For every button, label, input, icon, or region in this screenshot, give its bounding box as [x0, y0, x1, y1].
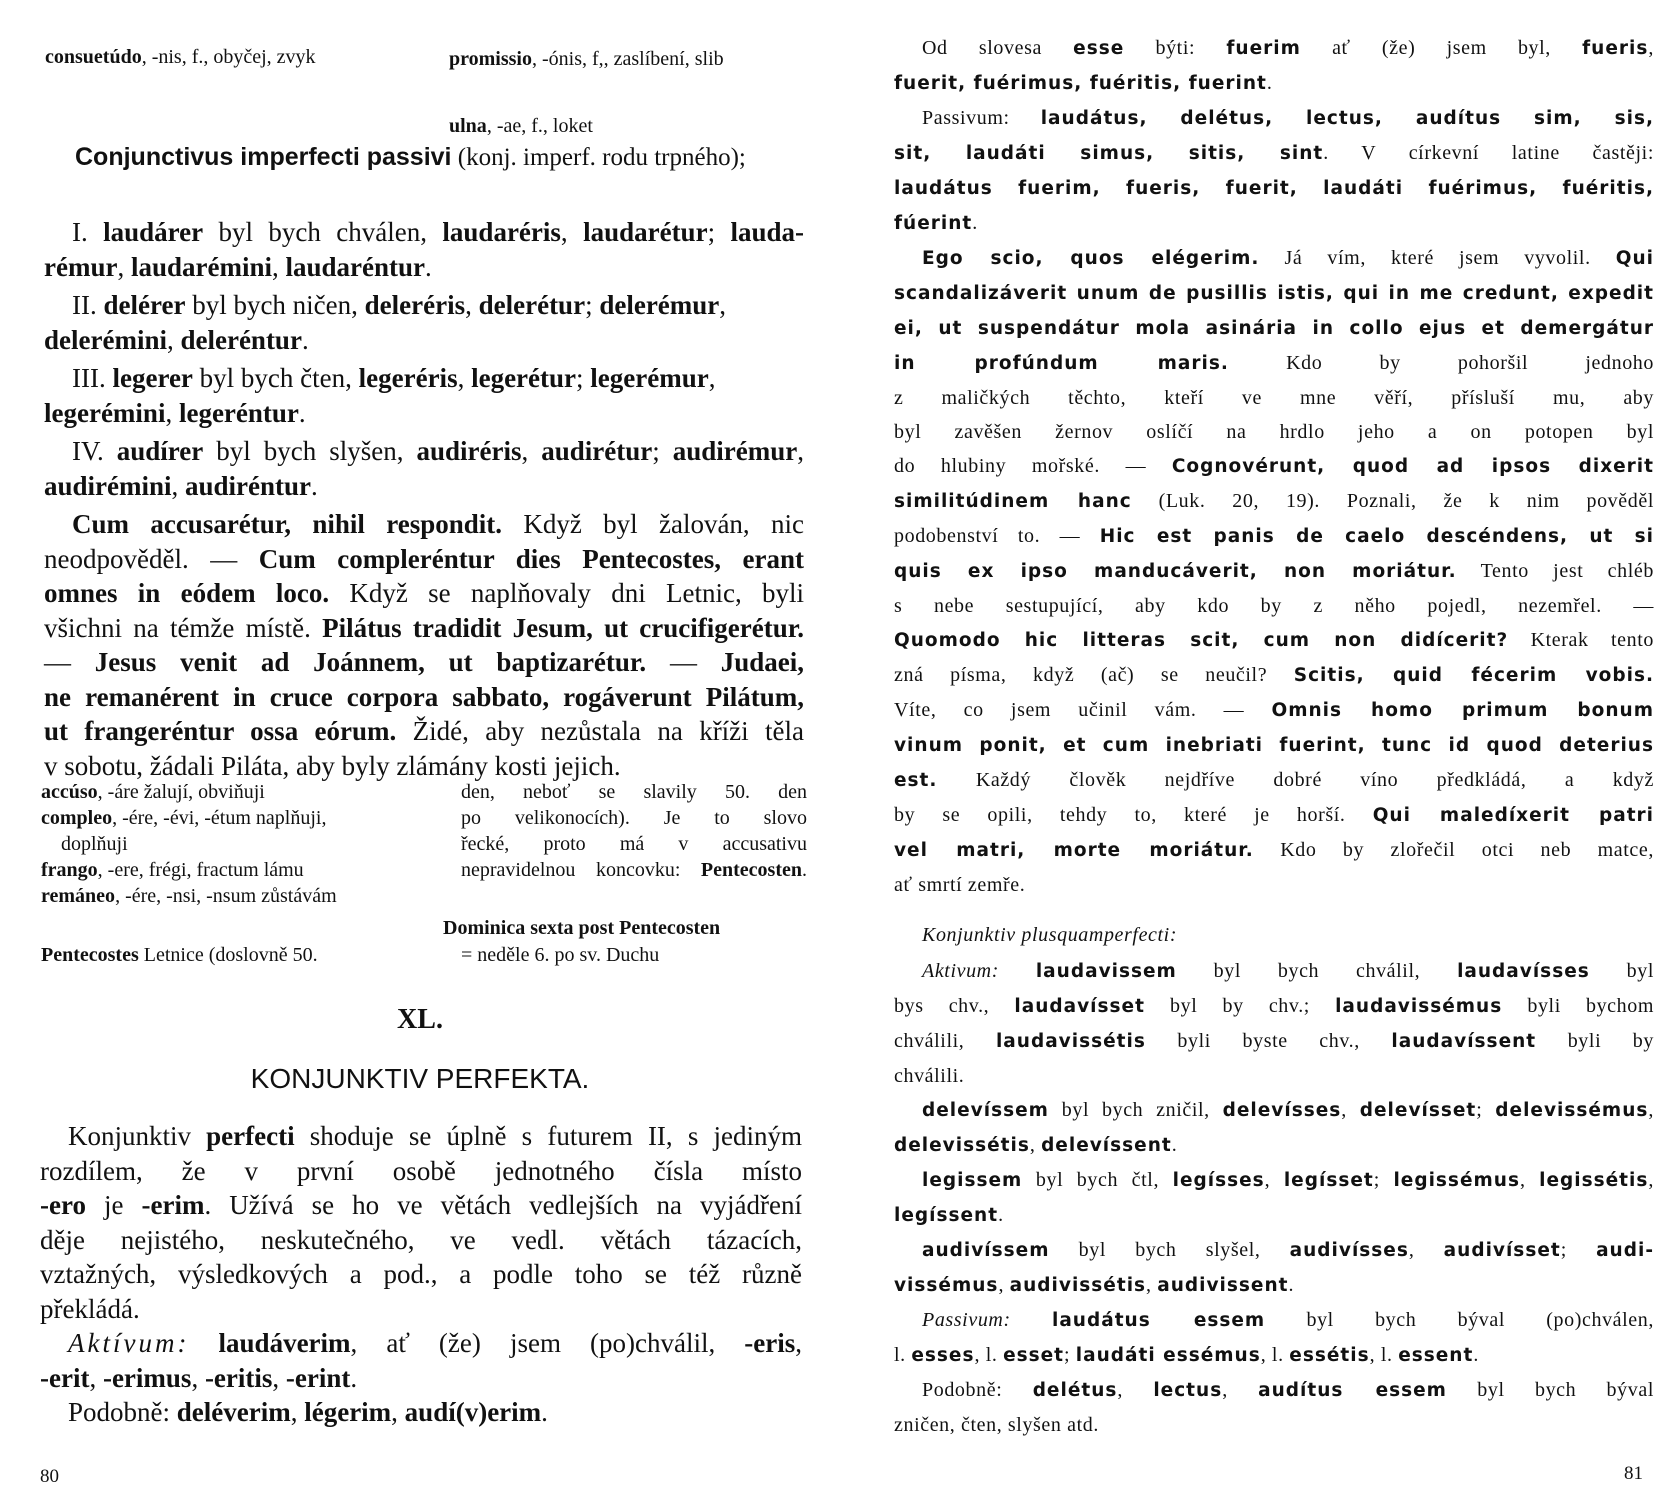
right-text-block [894, 31, 1654, 1442]
example-line: ut frangeréntur ossa eórum. Židé, aby nezůstala na kříži těla [44, 716, 804, 746]
perf-similar-line: Podobně: deléverim, légerim, audí(v)erim. [68, 1397, 548, 1427]
example-line: vinum ponit, et cum inebriati fuerint, tunc id quod deterius [894, 735, 1654, 756]
perf-line: -ero je -erim. Užívá se ho ve větách vedlejších na vyjádření [40, 1190, 802, 1220]
perfect-paragraph [40, 1119, 802, 1430]
note-line: řecké, proto má v accusativu [461, 833, 807, 855]
vocab-ulna: ulna, -ae, f., loket [449, 115, 593, 137]
perf-active-line: -erit, -erimus, -eritis, -erint. [40, 1362, 358, 1393]
passive-perf-line: Passivum: laudátus, delétus, lectus, audítus sim, sis, [922, 107, 1654, 129]
example-line: s nebe sestupující, aby kdo by z něho pojedl, nezemřel. — [894, 595, 1654, 617]
plusquamperfect-heading: Konjunktiv plusquamperfecti: [922, 924, 1178, 946]
plq-audio-line: audivíssem byl bych slyšel, audivísses, audivísset; audi- [922, 1239, 1654, 1261]
example-line: similitúdinem hanc (Luk. 20, 19). Poznali, že k nim pověděl [894, 490, 1654, 512]
plq-deleo-line: delevíssem byl bych zničil, delevísses, delevísset; delevissémus, [922, 1099, 1654, 1121]
plq-lego-line: legissem byl bych čtl, legísses, legísset; legissémus, legissétis, [922, 1169, 1654, 1191]
example-line: zná písma, když (ač) se neučil? Scitis, quid fécerim vobis. [894, 664, 1654, 686]
conj-row-5: III. legerer byl bych čten, legeréris, legerétur; legerémur, [72, 363, 716, 393]
plq-similar-line: Podobně: delétus, lectus, audítus essem byl bych býval [922, 1379, 1654, 1401]
passive-perf-line: sit, laudáti simus, sitis, sint. V církevní latine častěji: [894, 142, 1654, 164]
example-line: Quomodo hic litteras scit, cum non didícerit? Kterak tento [894, 629, 1654, 651]
example-line: podobenství to. — Hic est panis de caelo descéndens, ut si [894, 525, 1654, 547]
plq-active-line: bys chv., laudavísset byl by chv.; laudavissémus byli bychom [894, 995, 1655, 1017]
example-line: Cum accusarétur, nihil respondit. Když byl žalován, nic [72, 509, 804, 539]
vocab-compleo-cont: doplňuji [61, 833, 128, 855]
example-line: — Jesus venit ad Joánnem, ut baptizarétur. — Judaei, [44, 647, 805, 677]
example-line: všichni na témže místě. Pilátus tradidit Jesum, ut crucifigerétur. [44, 612, 804, 643]
example-line: omnes in eódem loco. Když se naplňovaly dni Letnic, byli [44, 578, 804, 608]
vocab-dominica: Dominica sexta post Pentecosten [443, 917, 721, 939]
perf-line: Konjunktiv perfecti shoduje se úplně s futurem II, s jediným [68, 1121, 802, 1151]
vocab-remaneo: remáneo, -ére, -nsi, -nsum zůstávám [41, 885, 337, 907]
plq-similar-line: zničen, čten, slyšen atd. [894, 1414, 1099, 1436]
conj-row-8: audirémini, audiréntur. [44, 470, 318, 501]
perf-line: překládá. [40, 1293, 140, 1324]
plq-active-line: Aktivum: laudavissem byl bych chválil, laudavísses byl [922, 960, 1654, 982]
lesson-title: KONJUNKTIV PERFEKTA. [250, 1063, 590, 1094]
vocab-compleo: compleo, -ére, -évi, -étum naplňuji, [41, 807, 327, 829]
page-number: 81 [1624, 1463, 1643, 1484]
example-line: ne remanérent in cruce corpora sabbato, rogáverunt Pilátum, [44, 681, 804, 712]
esse-line: Od slovesa esse býti: fuerim ať (že) jsem byl, fueris, [922, 37, 1654, 59]
perf-line: rozdílem, že v první osobě jednotného čísla místo [40, 1155, 802, 1186]
plq-passive-line: l. esses, l. esset; laudáti essémus, l. essétis, l. essent. [894, 1344, 1479, 1366]
example-line: Ego scio, quos elégerim. Já vím, které jsem vyvolil. Qui [922, 247, 1654, 269]
example-line: by se opili, tehdy to, které je horší. Qui maledíxerit patri [894, 804, 1655, 826]
plq-active-line: chválili, laudavissétis byli byste chv., laudavíssent byli by [894, 1030, 1654, 1052]
conj-row-2: rémur, laudarémini, laudaréntur. [44, 251, 432, 282]
conj-row-3: II. delérer byl bych ničen, deleréris, delerétur; delerémur, [72, 290, 727, 320]
example-line: byl zavěšen žernov oslíčí na hrdlo jeho a on potopen byl [894, 421, 1654, 443]
conj-row-1: I. laudárer byl bych chválen, laudaréris, laudarétur; lauda- [72, 217, 804, 247]
conj-row-7: IV. audírer byl bych slyšen, audiréris, audirétur; audirémur, [72, 436, 804, 466]
example-line: scandalizáverit unum de pusillis istis, qui in me credunt, expedit [894, 283, 1654, 304]
plq-passive-line: Passivum: laudátus essem byl bych býval (po)chválen, [922, 1309, 1654, 1331]
vocab-accuso: accúso, -áre žalují, obviňuji [41, 781, 265, 803]
conjugation-block [44, 215, 804, 783]
page-number: 80 [40, 1466, 59, 1487]
plq-lego-line: legíssent. [894, 1204, 1004, 1226]
examples-right [894, 241, 1654, 902]
example-line: neodpověděl. — Cum compleréntur dies Pentecostes, erant [44, 543, 804, 574]
passive-perf-line: fúerint. [894, 212, 978, 234]
perf-line: děje nejistého, neskutečného, ve vedl. větách tázacích, [40, 1224, 802, 1255]
example-line: est. Každý člověk nejdříve dobré víno předkládá, a když [894, 769, 1654, 791]
plq-audio-line: vissémus, audivissétis, audivissent. [894, 1274, 1295, 1296]
examples-paragraph [44, 507, 804, 783]
plq-active-line: chválili. [894, 1065, 965, 1087]
perf-active-line: Aktívum: laudáverim, ať (že) jsem (po)chválil, -eris, [68, 1328, 803, 1358]
example-line: v sobotu, žádali Piláta, aby byly zlámány kosti jejich. [44, 750, 621, 781]
note-line: den, neboť se slavily 50. den [461, 781, 807, 803]
conj-row-4: delerémini, deleréntur. [44, 324, 309, 355]
right-page [840, 0, 1680, 1500]
vocab-list-left [41, 779, 381, 909]
example-line: ať smrtí zemře. [894, 874, 1026, 896]
example-line: z maličkých těchto, kteří ve mne věří, přísluší mu, aby [894, 387, 1654, 409]
note-line: nepravidelnou koncovku: Pentecosten. [461, 859, 807, 881]
example-line: ei, ut suspendátur mola asinária in collo ejus et demergátur [894, 318, 1654, 339]
vocab-consuetudo: consuetúdo, -nis, f., obyčej, zvyk [45, 46, 316, 68]
esse-line: fuerit, fuérimus, fuéritis, fuerint. [894, 72, 1273, 94]
conj-row-6: legerémini, legeréntur. [44, 397, 306, 428]
example-line: vel matri, morte moriátur. Kdo by zlořečil otci neb matce, [894, 839, 1654, 861]
example-line: quis ex ipso manducáverit, non moriátur. Tento jest chléb [894, 560, 1654, 582]
vocab-pentecostes-note [461, 779, 807, 883]
vocab-frango: frango, -ere, frégi, fractum lámu [41, 859, 304, 881]
plq-deleo-line: delevissétis, delevíssent. [894, 1134, 1178, 1156]
passive-perf-line: laudátus fuerim, fueris, fuerit, laudáti fuérimus, fuéritis, [894, 178, 1654, 199]
example-line: do hlubiny mořské. — Cognovérunt, quod ad ipsos dixerit [894, 455, 1654, 477]
example-line: in profúndum maris. Kdo by pohoršil jednoho [894, 352, 1654, 374]
vocab-pentecostes: Pentecostes Letnice (doslovně 50. [41, 944, 318, 966]
example-line: Víte, co jsem učinil vám. — Omnis homo primum bonum [894, 699, 1654, 721]
section-heading-imperfect-passive: Conjunctivus imperfecti passivi (konj. imperf. rodu trpného); [75, 143, 746, 171]
perf-line: vztažných, výsledkových a pod., a podle toho se též různě [40, 1259, 802, 1289]
lesson-number: XL. [397, 1004, 443, 1035]
note-line: po velikonocích). Je to slovo [461, 807, 807, 829]
vocab-promissio: promissio, -ónis, f,, zaslíbení, slib [449, 48, 724, 70]
vocab-dominica-translation: = neděle 6. po sv. Duchu [461, 944, 660, 966]
